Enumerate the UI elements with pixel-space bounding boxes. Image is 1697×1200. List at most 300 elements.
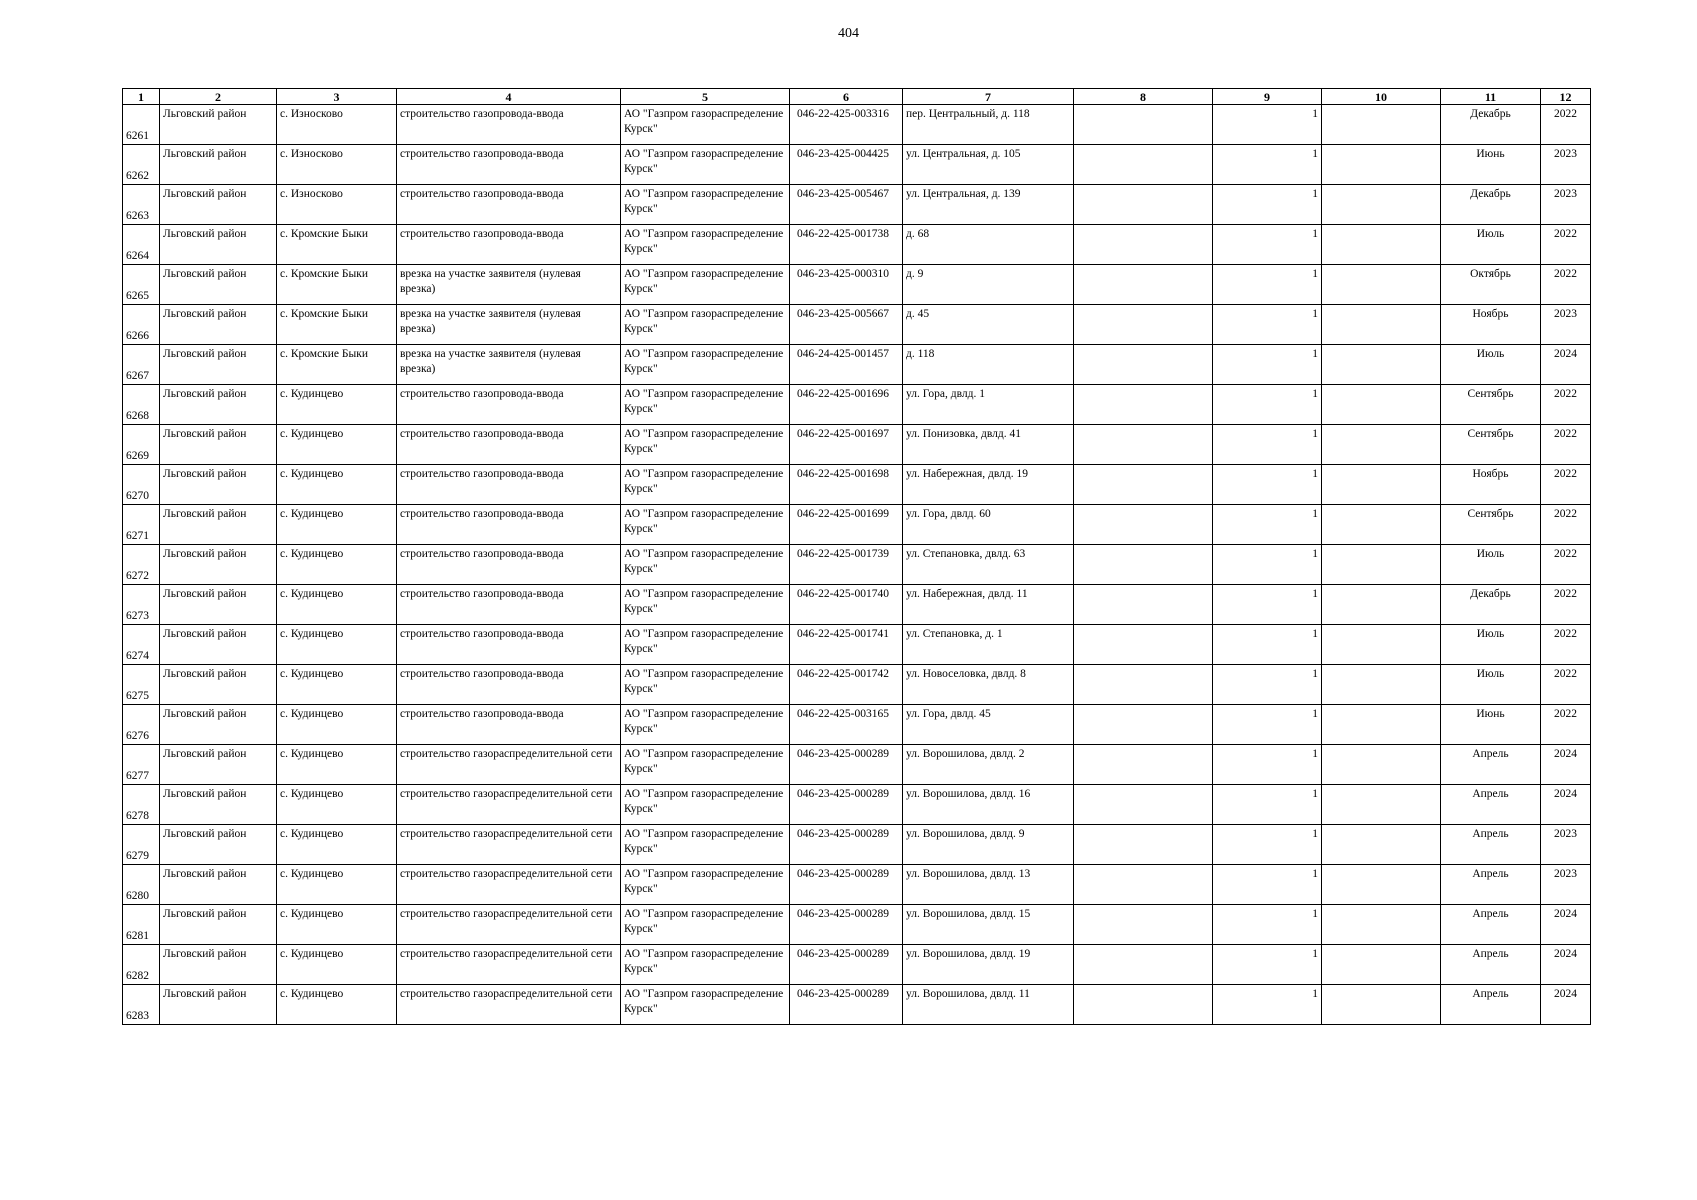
header-cell: 5	[621, 89, 790, 105]
month-cell: Июнь	[1441, 705, 1541, 745]
table-row	[123, 545, 1591, 585]
registry-table	[122, 88, 1591, 1025]
row-number-cell: 6270	[123, 465, 160, 505]
district-cell: Льговский район	[160, 385, 277, 425]
organization-cell: АО "Газпром газораспределение Курск"	[621, 905, 790, 945]
column-8-cell	[1074, 265, 1213, 305]
settlement-cell: с. Кудинцево	[277, 585, 397, 625]
column-8-cell	[1074, 665, 1213, 705]
application-code-cell: 046-22-425-003316	[790, 105, 903, 145]
address-cell: ул. Центральная, д. 105	[903, 145, 1074, 185]
organization-cell: АО "Газпром газораспределение Курск"	[621, 625, 790, 665]
work-type-cell: строительство газопровода-ввода	[397, 225, 621, 265]
header-cell: 3	[277, 89, 397, 105]
year-cell: 2022	[1541, 505, 1591, 545]
work-type-cell: строительство газораспределительной сети	[397, 985, 621, 1025]
page-number: 404	[838, 26, 859, 41]
work-type-cell: строительство газопровода-ввода	[397, 545, 621, 585]
district-cell: Льговский район	[160, 545, 277, 585]
year-cell: 2023	[1541, 865, 1591, 905]
column-8-cell	[1074, 985, 1213, 1025]
month-cell: Декабрь	[1441, 585, 1541, 625]
header-cell: 11	[1441, 89, 1541, 105]
application-code-cell: 046-22-425-001742	[790, 665, 903, 705]
column-10-cell	[1322, 385, 1441, 425]
row-number-cell: 6277	[123, 745, 160, 785]
work-type-cell: строительство газораспределительной сети	[397, 785, 621, 825]
month-cell: Апрель	[1441, 945, 1541, 985]
table-row	[123, 825, 1591, 865]
year-cell: 2022	[1541, 585, 1591, 625]
month-cell: Декабрь	[1441, 105, 1541, 145]
settlement-cell: с. Кудинцево	[277, 865, 397, 905]
application-code-cell: 046-22-425-001741	[790, 625, 903, 665]
work-type-cell: строительство газопровода-ввода	[397, 665, 621, 705]
year-cell: 2022	[1541, 545, 1591, 585]
column-8-cell	[1074, 145, 1213, 185]
header-cell: 4	[397, 89, 621, 105]
table-row	[123, 145, 1591, 185]
column-8-cell	[1074, 945, 1213, 985]
column-10-cell	[1322, 105, 1441, 145]
header-cell: 2	[160, 89, 277, 105]
quantity-cell: 1	[1213, 785, 1322, 825]
column-10-cell	[1322, 945, 1441, 985]
settlement-cell: с. Кудинцево	[277, 545, 397, 585]
address-cell: д. 68	[903, 225, 1074, 265]
month-cell: Ноябрь	[1441, 465, 1541, 505]
address-cell: ул. Степановка, д. 1	[903, 625, 1074, 665]
table-row	[123, 105, 1591, 145]
organization-cell: АО "Газпром газораспределение Курск"	[621, 985, 790, 1025]
column-8-cell	[1074, 185, 1213, 225]
column-8-cell	[1074, 425, 1213, 465]
month-cell: Апрель	[1441, 905, 1541, 945]
column-10-cell	[1322, 985, 1441, 1025]
organization-cell: АО "Газпром газораспределение Курск"	[621, 585, 790, 625]
district-cell: Льговский район	[160, 185, 277, 225]
quantity-cell: 1	[1213, 745, 1322, 785]
column-10-cell	[1322, 425, 1441, 465]
organization-cell: АО "Газпром газораспределение Курск"	[621, 145, 790, 185]
month-cell: Декабрь	[1441, 185, 1541, 225]
year-cell: 2023	[1541, 305, 1591, 345]
column-8-cell	[1074, 705, 1213, 745]
header-cell: 12	[1541, 89, 1591, 105]
organization-cell: АО "Газпром газораспределение Курск"	[621, 825, 790, 865]
quantity-cell: 1	[1213, 905, 1322, 945]
settlement-cell: с. Износково	[277, 145, 397, 185]
column-8-cell	[1074, 505, 1213, 545]
registry-body	[123, 105, 1591, 1025]
month-cell: Апрель	[1441, 745, 1541, 785]
column-8-cell	[1074, 105, 1213, 145]
row-number-cell: 6271	[123, 505, 160, 545]
table-row	[123, 505, 1591, 545]
settlement-cell: с. Кудинцево	[277, 505, 397, 545]
quantity-cell: 1	[1213, 585, 1322, 625]
quantity-cell: 1	[1213, 665, 1322, 705]
year-cell: 2022	[1541, 385, 1591, 425]
column-8-cell	[1074, 545, 1213, 585]
header-cell: 7	[903, 89, 1074, 105]
column-8-cell	[1074, 905, 1213, 945]
column-8-cell	[1074, 585, 1213, 625]
work-type-cell: строительство газопровода-ввода	[397, 385, 621, 425]
year-cell: 2022	[1541, 625, 1591, 665]
month-cell: Сентябрь	[1441, 385, 1541, 425]
district-cell: Льговский район	[160, 425, 277, 465]
quantity-cell: 1	[1213, 265, 1322, 305]
column-10-cell	[1322, 465, 1441, 505]
year-cell: 2023	[1541, 825, 1591, 865]
settlement-cell: с. Кромские Быки	[277, 345, 397, 385]
application-code-cell: 046-22-425-001740	[790, 585, 903, 625]
application-code-cell: 046-23-425-000289	[790, 745, 903, 785]
district-cell: Льговский район	[160, 585, 277, 625]
column-10-cell	[1322, 665, 1441, 705]
column-8-cell	[1074, 225, 1213, 265]
district-cell: Льговский район	[160, 505, 277, 545]
address-cell: ул. Набережная, двлд. 11	[903, 585, 1074, 625]
address-cell: ул. Ворошилова, двлд. 13	[903, 865, 1074, 905]
table-row	[123, 305, 1591, 345]
work-type-cell: строительство газораспределительной сети	[397, 865, 621, 905]
row-number-cell: 6263	[123, 185, 160, 225]
organization-cell: АО "Газпром газораспределение Курск"	[621, 345, 790, 385]
column-10-cell	[1322, 145, 1441, 185]
row-number-cell: 6275	[123, 665, 160, 705]
address-cell: ул. Гора, двлд. 45	[903, 705, 1074, 745]
month-cell: Июль	[1441, 625, 1541, 665]
district-cell: Льговский район	[160, 305, 277, 345]
row-number-cell: 6283	[123, 985, 160, 1025]
column-8-cell	[1074, 345, 1213, 385]
address-cell: ул. Понизовка, двлд. 41	[903, 425, 1074, 465]
settlement-cell: с. Кудинцево	[277, 665, 397, 705]
table-row	[123, 905, 1591, 945]
month-cell: Апрель	[1441, 865, 1541, 905]
table-row	[123, 705, 1591, 745]
table-row	[123, 345, 1591, 385]
header-cell: 6	[790, 89, 903, 105]
year-cell: 2022	[1541, 705, 1591, 745]
year-cell: 2022	[1541, 665, 1591, 705]
address-cell: д. 9	[903, 265, 1074, 305]
address-cell: ул. Ворошилова, двлд. 2	[903, 745, 1074, 785]
row-number-cell: 6262	[123, 145, 160, 185]
header-cell: 9	[1213, 89, 1322, 105]
application-code-cell: 046-23-425-000289	[790, 865, 903, 905]
organization-cell: АО "Газпром газораспределение Курск"	[621, 745, 790, 785]
settlement-cell: с. Кудинцево	[277, 905, 397, 945]
column-10-cell	[1322, 185, 1441, 225]
quantity-cell: 1	[1213, 545, 1322, 585]
table-row	[123, 985, 1591, 1025]
work-type-cell: врезка на участке заявителя (нулевая врезка)	[397, 345, 621, 385]
organization-cell: АО "Газпром газораспределение Курск"	[621, 505, 790, 545]
month-cell: Июнь	[1441, 145, 1541, 185]
settlement-cell: с. Кудинцево	[277, 705, 397, 745]
quantity-cell: 1	[1213, 705, 1322, 745]
column-10-cell	[1322, 705, 1441, 745]
address-cell: ул. Ворошилова, двлд. 9	[903, 825, 1074, 865]
district-cell: Льговский район	[160, 465, 277, 505]
column-10-cell	[1322, 625, 1441, 665]
year-cell: 2024	[1541, 745, 1591, 785]
month-cell: Апрель	[1441, 785, 1541, 825]
organization-cell: АО "Газпром газораспределение Курск"	[621, 545, 790, 585]
settlement-cell: с. Кромские Быки	[277, 225, 397, 265]
row-number-cell: 6278	[123, 785, 160, 825]
year-cell: 2024	[1541, 345, 1591, 385]
district-cell: Льговский район	[160, 145, 277, 185]
quantity-cell: 1	[1213, 945, 1322, 985]
table-row	[123, 185, 1591, 225]
quantity-cell: 1	[1213, 345, 1322, 385]
table-row	[123, 785, 1591, 825]
row-number-cell: 6282	[123, 945, 160, 985]
year-cell: 2022	[1541, 465, 1591, 505]
settlement-cell: с. Кромские Быки	[277, 305, 397, 345]
month-cell: Сентябрь	[1441, 505, 1541, 545]
settlement-cell: с. Кудинцево	[277, 785, 397, 825]
settlement-cell: с. Кудинцево	[277, 625, 397, 665]
quantity-cell: 1	[1213, 185, 1322, 225]
quantity-cell: 1	[1213, 145, 1322, 185]
quantity-cell: 1	[1213, 505, 1322, 545]
column-8-cell	[1074, 785, 1213, 825]
month-cell: Апрель	[1441, 825, 1541, 865]
column-10-cell	[1322, 305, 1441, 345]
settlement-cell: с. Кудинцево	[277, 745, 397, 785]
quantity-cell: 1	[1213, 985, 1322, 1025]
address-cell: ул. Ворошилова, двлд. 11	[903, 985, 1074, 1025]
row-number-cell: 6272	[123, 545, 160, 585]
settlement-cell: с. Кудинцево	[277, 385, 397, 425]
quantity-cell: 1	[1213, 425, 1322, 465]
row-number-cell: 6281	[123, 905, 160, 945]
row-number-cell: 6280	[123, 865, 160, 905]
row-number-cell: 6268	[123, 385, 160, 425]
organization-cell: АО "Газпром газораспределение Курск"	[621, 465, 790, 505]
organization-cell: АО "Газпром газораспределение Курск"	[621, 225, 790, 265]
work-type-cell: врезка на участке заявителя (нулевая врезка)	[397, 305, 621, 345]
settlement-cell: с. Кудинцево	[277, 985, 397, 1025]
header-row	[123, 89, 1591, 105]
address-cell: ул. Гора, двлд. 60	[903, 505, 1074, 545]
row-number-cell: 6265	[123, 265, 160, 305]
settlement-cell: с. Кудинцево	[277, 825, 397, 865]
column-8-cell	[1074, 385, 1213, 425]
year-cell: 2022	[1541, 265, 1591, 305]
column-8-cell	[1074, 305, 1213, 345]
quantity-cell: 1	[1213, 865, 1322, 905]
column-8-cell	[1074, 465, 1213, 505]
address-cell: д. 45	[903, 305, 1074, 345]
application-code-cell: 046-22-425-003165	[790, 705, 903, 745]
application-code-cell: 046-23-425-005667	[790, 305, 903, 345]
column-8-cell	[1074, 745, 1213, 785]
quantity-cell: 1	[1213, 625, 1322, 665]
column-10-cell	[1322, 585, 1441, 625]
address-cell: ул. Набережная, двлд. 19	[903, 465, 1074, 505]
work-type-cell: строительство газопровода-ввода	[397, 185, 621, 225]
table-row	[123, 425, 1591, 465]
address-cell: ул. Ворошилова, двлд. 15	[903, 905, 1074, 945]
district-cell: Льговский район	[160, 985, 277, 1025]
application-code-cell: 046-22-425-001696	[790, 385, 903, 425]
application-code-cell: 046-23-425-000289	[790, 945, 903, 985]
year-cell: 2024	[1541, 785, 1591, 825]
work-type-cell: строительство газопровода-ввода	[397, 585, 621, 625]
header-cell: 1	[123, 89, 160, 105]
column-8-cell	[1074, 865, 1213, 905]
district-cell: Льговский район	[160, 785, 277, 825]
address-cell: ул. Ворошилова, двлд. 19	[903, 945, 1074, 985]
application-code-cell: 046-23-425-000289	[790, 985, 903, 1025]
district-cell: Льговский район	[160, 265, 277, 305]
address-cell: ул. Степановка, двлд. 63	[903, 545, 1074, 585]
work-type-cell: строительство газопровода-ввода	[397, 625, 621, 665]
row-number-cell: 6273	[123, 585, 160, 625]
row-number-cell: 6266	[123, 305, 160, 345]
column-10-cell	[1322, 865, 1441, 905]
header-cell: 10	[1322, 89, 1441, 105]
settlement-cell: с. Износково	[277, 185, 397, 225]
district-cell: Льговский район	[160, 665, 277, 705]
table-row	[123, 865, 1591, 905]
year-cell: 2023	[1541, 145, 1591, 185]
year-cell: 2022	[1541, 225, 1591, 265]
month-cell: Июль	[1441, 545, 1541, 585]
work-type-cell: строительство газопровода-ввода	[397, 425, 621, 465]
work-type-cell: строительство газораспределительной сети	[397, 945, 621, 985]
organization-cell: АО "Газпром газораспределение Курск"	[621, 305, 790, 345]
table-row	[123, 465, 1591, 505]
month-cell: Апрель	[1441, 985, 1541, 1025]
column-10-cell	[1322, 225, 1441, 265]
quantity-cell: 1	[1213, 305, 1322, 345]
column-8-cell	[1074, 825, 1213, 865]
address-cell: ул. Центральная, д. 139	[903, 185, 1074, 225]
settlement-cell: с. Кромские Быки	[277, 265, 397, 305]
table-row	[123, 665, 1591, 705]
quantity-cell: 1	[1213, 105, 1322, 145]
column-10-cell	[1322, 345, 1441, 385]
application-code-cell: 046-24-425-001457	[790, 345, 903, 385]
table-row	[123, 625, 1591, 665]
table-row	[123, 585, 1591, 625]
year-cell: 2024	[1541, 945, 1591, 985]
application-code-cell: 046-22-425-001738	[790, 225, 903, 265]
quantity-cell: 1	[1213, 225, 1322, 265]
row-number-cell: 6267	[123, 345, 160, 385]
district-cell: Льговский район	[160, 945, 277, 985]
organization-cell: АО "Газпром газораспределение Курск"	[621, 945, 790, 985]
year-cell: 2023	[1541, 185, 1591, 225]
work-type-cell: строительство газопровода-ввода	[397, 145, 621, 185]
address-cell: д. 118	[903, 345, 1074, 385]
year-cell: 2024	[1541, 905, 1591, 945]
column-10-cell	[1322, 745, 1441, 785]
month-cell: Ноябрь	[1441, 305, 1541, 345]
application-code-cell: 046-22-425-001698	[790, 465, 903, 505]
quantity-cell: 1	[1213, 465, 1322, 505]
work-type-cell: строительство газораспределительной сети	[397, 825, 621, 865]
district-cell: Льговский район	[160, 625, 277, 665]
district-cell: Льговский район	[160, 825, 277, 865]
address-cell: ул. Ворошилова, двлд. 16	[903, 785, 1074, 825]
month-cell: Июль	[1441, 665, 1541, 705]
district-cell: Льговский район	[160, 865, 277, 905]
district-cell: Льговский район	[160, 745, 277, 785]
table-row	[123, 745, 1591, 785]
year-cell: 2022	[1541, 425, 1591, 465]
work-type-cell: врезка на участке заявителя (нулевая врезка)	[397, 265, 621, 305]
column-8-cell	[1074, 625, 1213, 665]
work-type-cell: строительство газопровода-ввода	[397, 105, 621, 145]
settlement-cell: с. Износково	[277, 105, 397, 145]
column-10-cell	[1322, 545, 1441, 585]
quantity-cell: 1	[1213, 825, 1322, 865]
application-code-cell: 046-22-425-001697	[790, 425, 903, 465]
application-code-cell: 046-23-425-000289	[790, 905, 903, 945]
column-10-cell	[1322, 825, 1441, 865]
work-type-cell: строительство газораспределительной сети	[397, 745, 621, 785]
organization-cell: АО "Газпром газораспределение Курск"	[621, 665, 790, 705]
organization-cell: АО "Газпром газораспределение Курск"	[621, 705, 790, 745]
application-code-cell: 046-23-425-000289	[790, 785, 903, 825]
settlement-cell: с. Кудинцево	[277, 465, 397, 505]
address-cell: ул. Гора, двлд. 1	[903, 385, 1074, 425]
table-row	[123, 945, 1591, 985]
application-code-cell: 046-23-425-005467	[790, 185, 903, 225]
year-cell: 2022	[1541, 105, 1591, 145]
application-code-cell: 046-23-425-000289	[790, 825, 903, 865]
application-code-cell: 046-22-425-001699	[790, 505, 903, 545]
row-number-cell: 6264	[123, 225, 160, 265]
work-type-cell: строительство газораспределительной сети	[397, 905, 621, 945]
work-type-cell: строительство газопровода-ввода	[397, 465, 621, 505]
row-number-cell: 6276	[123, 705, 160, 745]
row-number-cell: 6269	[123, 425, 160, 465]
table-row	[123, 225, 1591, 265]
organization-cell: АО "Газпром газораспределение Курск"	[621, 105, 790, 145]
month-cell: Июль	[1441, 345, 1541, 385]
column-10-cell	[1322, 505, 1441, 545]
organization-cell: АО "Газпром газораспределение Курск"	[621, 425, 790, 465]
column-10-cell	[1322, 905, 1441, 945]
table-row	[123, 385, 1591, 425]
settlement-cell: с. Кудинцево	[277, 425, 397, 465]
district-cell: Льговский район	[160, 345, 277, 385]
column-10-cell	[1322, 785, 1441, 825]
organization-cell: АО "Газпром газораспределение Курск"	[621, 785, 790, 825]
organization-cell: АО "Газпром газораспределение Курск"	[621, 265, 790, 305]
work-type-cell: строительство газопровода-ввода	[397, 505, 621, 545]
table-row	[123, 265, 1591, 305]
district-cell: Льговский район	[160, 225, 277, 265]
header-cell: 8	[1074, 89, 1213, 105]
address-cell: пер. Центральный, д. 118	[903, 105, 1074, 145]
district-cell: Льговский район	[160, 105, 277, 145]
month-cell: Октябрь	[1441, 265, 1541, 305]
district-cell: Льговский район	[160, 905, 277, 945]
column-10-cell	[1322, 265, 1441, 305]
organization-cell: АО "Газпром газораспределение Курск"	[621, 185, 790, 225]
quantity-cell: 1	[1213, 385, 1322, 425]
